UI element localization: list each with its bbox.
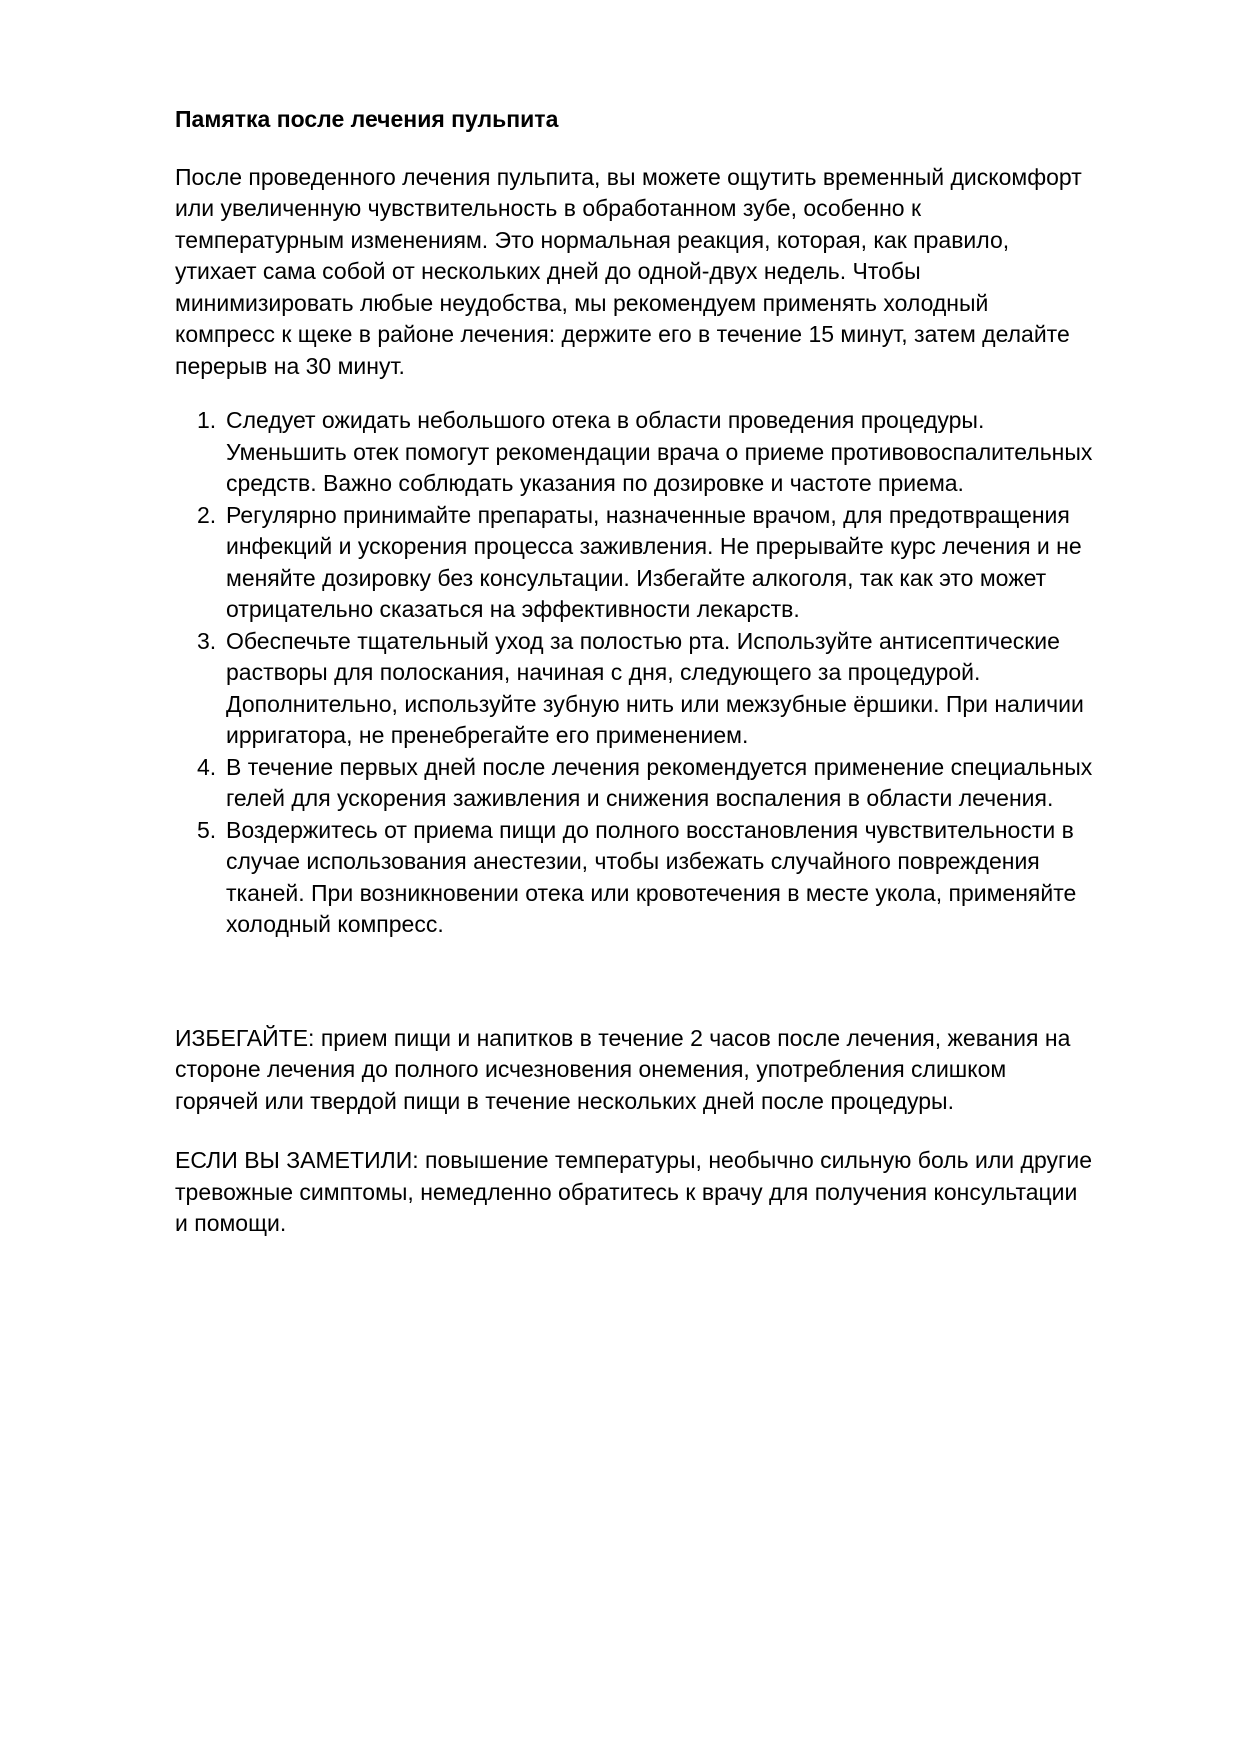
list-item-2: Регулярно принимайте препараты, назначенные врачом, для предотвращения инфекций и ускорения процесса заживления. Не прерывайте курс лечения и не меняйте дозировку без консультации. Избегайте алкоголя, так как это может отрицательно сказаться на эффективности лекарств. <box>226 501 1082 622</box>
avoid-paragraph: ИЗБЕГАЙТЕ: прием пищи и напитков в течение 2 часов после лечения, жевания на стороне лечения до полного исчезновения онемения, употребления слишком горячей или твердой пищи в течение нескольких дней после процедуры. <box>175 1024 1071 1114</box>
list-item-3: Обеспечьте тщательный уход за полостью рта. Используйте антисептические растворы для полоскания, начиная с дня, следующего за процедурой. Дополнительно, используйте зубную нить или межзубные ёршики. При наличии ирригатора, не пренебрегайте его применением. <box>226 627 1084 748</box>
intro-paragraph: После проведенного лечения пульпита, вы можете ощутить временный дискомфорт или увеличенную чувствительность в обработанном зубе, особенно к температурным изменениям. Это нормальная реакция, которая, как правило, утихает сама собой от нескольких дней до одной-двух недель. Чтобы минимизировать любые неудобства, мы рекомендуем применять холодный компресс к щеке в районе лечения: держите его в течение 15 минут, затем делайте перерыв на 30 минут. <box>175 163 1082 379</box>
list-item-4: В течение первых дней после лечения рекомендуется применение специальных гелей для ускорения заживления и снижения воспаления в области лечения. <box>226 753 1093 811</box>
list-item-1: Следует ожидать небольшого отека в области проведения процедуры. Уменьшить отек помогут рекомендации врача о приеме противовоспалительных средств. Важно соблюдать указания по дозировке и частоте приема. <box>226 407 1093 496</box>
list-item-5: Воздержитесь от приема пищи до полного восстановления чувствительности в случае использования анестезии, чтобы избежать случайного повреждения тканей. При возникновении отека или кровотечения в месте укола, применяйте холодный компресс. <box>226 816 1077 937</box>
page-title: Памятка после лечения пульпита <box>175 106 559 132</box>
notice-paragraph: ЕСЛИ ВЫ ЗАМЕТИЛИ: повышение температуры, необычно сильную боль или другие тревожные симптомы, немедленно обратитесь к врачу для получения консультации и помощи. <box>175 1147 1093 1236</box>
care-instructions-list <box>175 405 1094 941</box>
